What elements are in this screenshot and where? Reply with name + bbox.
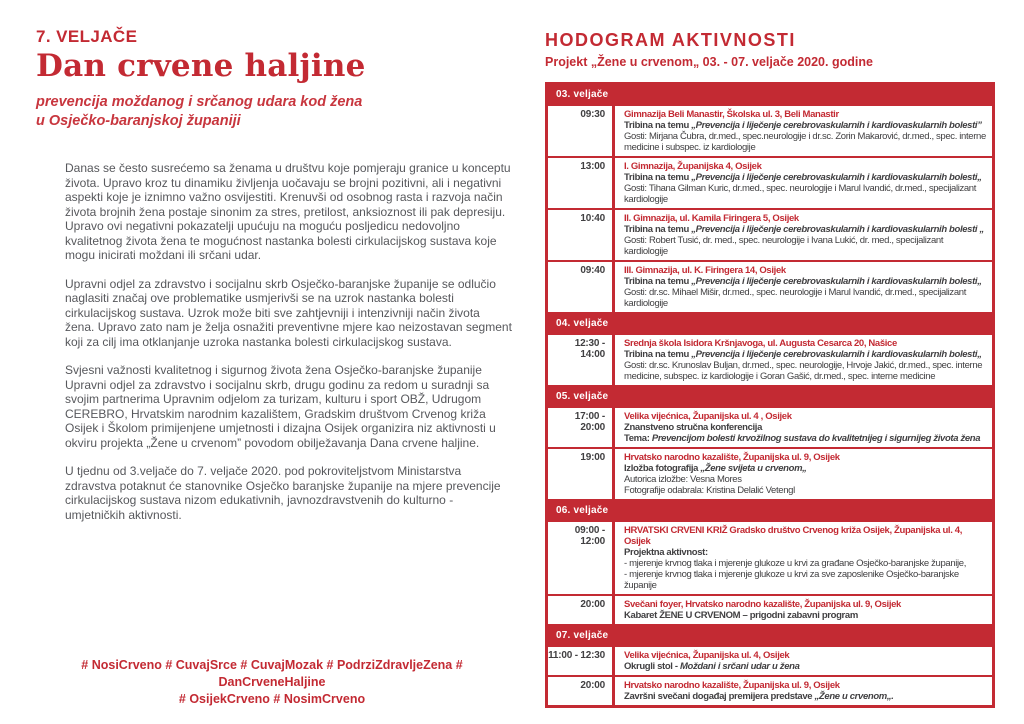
event-text-segment: Gosti: Mirjana Čubra, dr.med., spec.neurologije i dr.sc. Zorin Makarović, dr.med., spec. interne medicine i subspec. iz kardiologije — [624, 131, 986, 153]
event-row — [548, 522, 992, 594]
page-subtitle — [36, 93, 508, 131]
event-row — [548, 210, 992, 260]
event-text-segment: Završni svečani događaj premijera predstave — [624, 691, 815, 702]
event-line — [624, 338, 986, 349]
day-header: 03. veljače — [548, 85, 992, 104]
event-time: 09:00 - 12:00 — [574, 525, 605, 547]
event-time: 10:40 — [580, 213, 605, 224]
event-text-segment: I. Gimnazija, Županijska 4, Osijek — [624, 161, 762, 172]
event-content — [612, 408, 992, 447]
event-line — [624, 235, 986, 257]
event-line — [624, 691, 986, 702]
event-text-segment: Fotografije odabrala: Kristina Delalić Vetengl — [624, 485, 795, 496]
event-text-segment: Gosti: Tihana Gilman Kuric, dr.med., spec. neurologije i Marul Ivandić, dr.med., specijalizant kardiologije — [624, 183, 977, 205]
hashtags-line-1: # NosiCrveno # CuvajSrce # CuvajMozak # PodrziZdravljeZena # DanCrveneHaljine — [81, 658, 463, 689]
event-text-segment: Projektna aktivnost: — [624, 547, 708, 558]
event-content — [612, 106, 992, 156]
day-header: 07. veljače — [548, 626, 992, 645]
event-time: 12:30 - 14:00 — [574, 338, 605, 360]
body-paragraph: Danas se često susrećemo sa ženama u društvu koje pomjeraju granice u konceptu života. Upravo kroz tu dinamiku življenja uočavaju se brojni pozitivni, ali i negativni aspekti koje je iznimno važno osvijestiti. Krenuvši od osobnog rasta i razvoja način života brojnih žena postaje sinonim za stres, pretilost, anksioznost ili pak depresiju. Upravo ovi negativni pokazatelji upućuju na moguću posljedicu nedovoljno kvalitetnog života žena te mogućnost nastanka bolesti cirkulacijskog sustava koje mogu inicirati moždani ili srčani udar. — [65, 161, 511, 262]
event-line — [624, 547, 986, 558]
hashtags — [36, 657, 508, 708]
event-text-segment: „Prevencija i liječenje cerebrovaskularnih i kardiovaskularnih bolesti„ — [691, 172, 982, 183]
event-time: 17:00 - 20:00 — [574, 411, 605, 433]
event-text-segment: Tribina na temu — [624, 172, 692, 183]
event-line — [624, 349, 986, 360]
event-text-segment: Prevencijom bolesti krvožilnog sustava do kvalitetnijeg i sigurnijeg života žena — [651, 433, 981, 444]
event-text-segment: Velika vijećnica, Županijska ul. 4 , Osijek — [624, 411, 792, 422]
body-paragraph: Svjesni važnosti kvalitetnog i sigurnog života žena Osječko-baranjske županije Upravni odjel za zdravstvo i socijalnu skrb, drugu godinu za redom u suradnji sa svojim partnerima Upravnim odjelom za turizam, kulturu i sport OBŽ, Udrugom CEREBRO, Hrvatskim narodnim kazalištem, Gradskim društvom Crvenog križa Osijek i Školom primijenjene umjetnosti i dizajna Osijek organizira niz aktivnosti u okviru projekta „Žene u crvenom” povodom obilježavanja Dana crvene haljine. — [65, 363, 496, 450]
event-content — [612, 647, 992, 675]
event-line — [624, 224, 986, 235]
event-text-segment: Okrugli stol - — [624, 661, 680, 672]
event-line — [624, 120, 986, 131]
event-line — [624, 433, 986, 444]
day-header: 06. veljače — [548, 501, 992, 520]
event-line — [624, 599, 986, 610]
event-text-segment: III. Gimnazija, ul. K. Firingera 14, Osijek — [624, 265, 786, 276]
event-line — [624, 265, 986, 276]
event-line — [624, 485, 986, 496]
event-line — [624, 411, 986, 422]
event-time: 09:30 — [580, 109, 605, 120]
event-time: 13:00 — [580, 161, 605, 172]
event-line — [624, 422, 986, 433]
event-text-segment: Moždani i srčani udar u žena — [679, 661, 800, 672]
event-line — [624, 183, 986, 205]
subtitle-line-2: u Osječko-baranjskoj županiji — [36, 113, 241, 129]
event-line — [624, 661, 986, 672]
event-time: 19:00 — [580, 452, 605, 463]
event-text-segment: Svečani foyer, Hrvatsko narodno kazalište, Županijska ul. 9, Osijek — [624, 599, 901, 610]
event-line — [624, 558, 986, 569]
event-text-segment: - mjerenje krvnog tlaka i mjerenje glukoze u krvi za građane Osječko-baranjske županije, — [624, 558, 966, 569]
schedule-title: HODOGRAM AKTIVNOSTI — [545, 30, 796, 50]
event-line — [624, 360, 986, 382]
event-text-segment: Gosti: dr.sc. Krunoslav Buljan, dr.med., spec. neurologije, Hrvoje Jakić, dr.med., spec. interne medicine, subspec. iz kardiologije i Goran Gašić, dr.med., spec. interne medicine — [624, 360, 983, 382]
event-text-segment: Velika vijećnica, Županijska ul. 4, Osijek — [624, 650, 790, 661]
event-row — [548, 677, 992, 705]
day-header: 05. veljače — [548, 387, 992, 406]
subtitle-line-1: prevencija moždanog i srčanog udara kod žena — [36, 94, 363, 110]
event-line — [624, 161, 986, 172]
event-text-segment: Znanstveno stručna konferencija — [624, 422, 763, 433]
event-text-segment: Tribina na temu — [624, 224, 692, 235]
event-text-segment: Izložba fotografija — [624, 463, 701, 474]
event-row — [548, 158, 992, 208]
event-content — [612, 677, 992, 705]
body-paragraph: U tjednu od 3.veljače do 7. veljače 2020. pod pokroviteljstvom Ministarstva zdravstva potaknut će stanovnike Osječko baranjske županije na mjere prevencije cirkulacijskog sustava nizom edukativnih, javnozdravstvenih do kulturno - umjetničkih aktivnosti. — [65, 464, 501, 522]
event-content — [612, 210, 992, 260]
event-text-segment: „Prevencija i liječenje cerebrovaskularnih i kardiovaskularnih bolesti„ — [691, 349, 982, 360]
event-line — [624, 172, 986, 183]
event-text-segment: Gosti: Robert Tusić, dr. med., spec. neurologije i Ivana Lukić, dr. med., specijalizant kardiologije — [624, 235, 944, 257]
event-line — [624, 680, 986, 691]
schedule-table — [545, 82, 995, 708]
event-text-segment: Tribina na temu — [624, 120, 692, 131]
event-time: 09:40 — [580, 265, 605, 276]
event-time: 11:00 - 12:30 — [548, 650, 605, 661]
event-text-segment: Tribina na temu — [624, 349, 692, 360]
event-text-segment: „Prevencija i liječenje cerebrovaskularnih i kardiovaskularnih bolesti „ — [691, 224, 984, 235]
event-text-segment: „Prevencija i liječenje cerebrovaskularnih i kardiovaskularnih bolesti„ — [691, 276, 982, 287]
event-content — [612, 158, 992, 208]
event-line — [624, 213, 986, 224]
event-text-segment: „Žene u crvenom„. — [814, 691, 894, 702]
event-text-segment: Gosti: dr.sc. Mihael Mišir, dr.med., spec. neurologije i Marul Ivandić, dr.med., specijalizant kardiologije — [624, 287, 966, 309]
event-text-segment: Autorica izložbe: Vesna Mores — [624, 474, 742, 485]
event-text-segment: Hrvatsko narodno kazalište, Županijska ul. 9, Osijek — [624, 680, 840, 691]
event-time: 20:00 — [580, 599, 605, 610]
event-line — [624, 463, 986, 474]
event-row — [548, 106, 992, 156]
event-content — [612, 262, 992, 312]
event-content — [612, 522, 992, 594]
event-content — [612, 596, 992, 624]
page-title: Dan crvene haljine — [36, 48, 366, 84]
event-row — [548, 647, 992, 675]
event-text-segment: - mjerenje krvnog tlaka i mjerenje glukoze u krvi za sve zaposlenike Osječko-baranjske županije — [624, 569, 959, 591]
right-column — [545, 30, 997, 708]
body-paragraph: Upravni odjel za zdravstvo i socijalnu skrb Osječko-baranjske županije se odlučio naglasiti značaj ove problematike usmjerivši se na uzrok nastanka bolesti cirkulacijskog sustava. Uzrok može biti sve zahtjevniji i intenzivniji način života žena. Upravo zato nam je želja osnažiti preventivne mjere kao neizostavan segment koji za cilj ima otklanjanje uzroka nastanka bolesti cirkulacijskog sustava. — [65, 276, 512, 349]
event-line — [624, 109, 986, 120]
event-text-segment: Srednja škola Isidora Kršnjavoga, ul. Augusta Cesarca 20, Našice — [624, 338, 897, 349]
event-line — [624, 452, 986, 463]
left-column — [36, 27, 508, 131]
event-text-segment: Kabaret ŽENE U CRVENOM – prigodni zabavni program — [624, 610, 858, 621]
event-text-segment: HRVATSKI CRVENI KRIŽ Gradsko društvo Crvenog križa Osijek, Županijska ul. 4, Osijek — [624, 525, 963, 547]
event-content — [612, 449, 992, 499]
event-line — [624, 276, 986, 287]
event-line — [624, 525, 986, 547]
event-line — [624, 474, 986, 485]
event-text-segment: „Prevencija i liječenje cerebrovaskularnih i kardiovaskularnih bolesti” — [691, 120, 982, 131]
event-line — [624, 610, 986, 621]
schedule-subtitle: Projekt „Žene u crvenom„ 03. - 07. veljače 2020. godine — [545, 55, 873, 69]
event-content — [612, 335, 992, 385]
event-row — [548, 596, 992, 624]
date-kicker: 7. VELJAČE — [36, 27, 138, 46]
event-line — [624, 650, 986, 661]
body-paragraphs — [65, 161, 512, 536]
event-text-segment: Gimnazija Beli Manastir, Školska ul. 3, Beli Manastir — [624, 109, 839, 120]
hashtags-line-2: # OsijekCrveno # NosimCrveno — [178, 692, 366, 706]
event-text-segment: Hrvatsko narodno kazalište, Županijska ul. 9, Osijek — [624, 452, 840, 463]
event-text-segment: Tribina na temu — [624, 276, 692, 287]
event-text-segment: „Žene svijeta u crvenom„ — [700, 463, 807, 474]
event-line — [624, 569, 986, 591]
event-text-segment: Tema: — [624, 433, 652, 444]
event-row — [548, 449, 992, 499]
event-row — [548, 408, 992, 447]
event-line — [624, 131, 986, 153]
event-row — [548, 335, 992, 385]
event-time: 20:00 — [580, 680, 605, 691]
event-text-segment: II. Gimnazija, ul. Kamila Firingera 5, Osijek — [624, 213, 799, 224]
day-header: 04. veljače — [548, 314, 992, 333]
event-line — [624, 287, 986, 309]
event-row — [548, 262, 992, 312]
